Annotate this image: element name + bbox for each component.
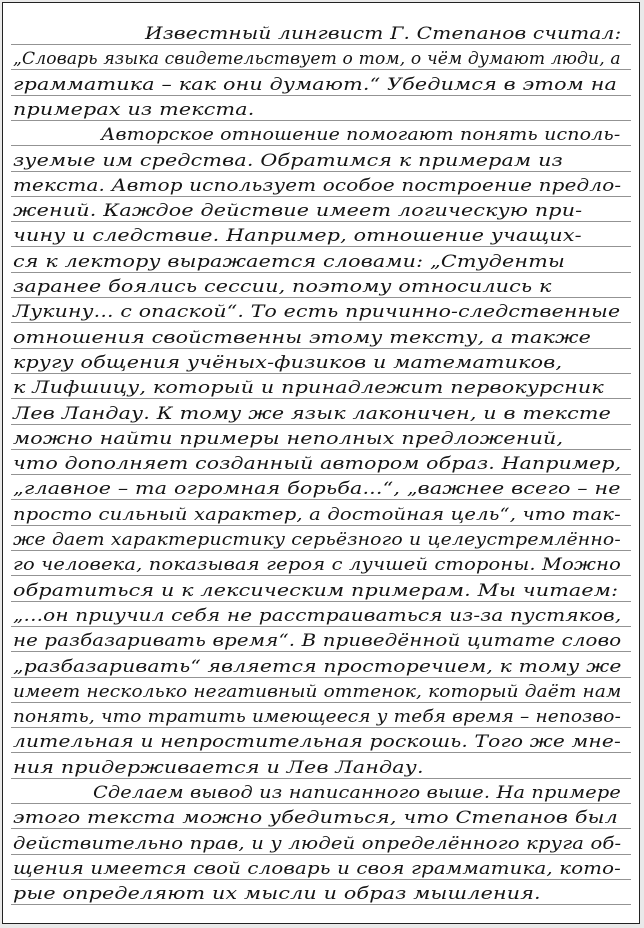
essay-line (3, 807, 639, 834)
essay-line (3, 782, 639, 809)
essay-line (3, 48, 639, 75)
essay-line (3, 403, 639, 430)
essay-line-text: ния придерживается и Лев Ландау. (13, 757, 424, 777)
essay-line (3, 833, 639, 860)
essay-line-text: что дополняет созданный автором образ. Например, (13, 454, 622, 474)
essay-line (3, 377, 639, 404)
essay-line (3, 529, 639, 556)
essay-line (3, 630, 639, 657)
essay-line-text: Авторское отношение помогают понять исполь- (101, 125, 621, 145)
essay-line (3, 124, 639, 151)
essay-line (3, 731, 639, 758)
essay-line (3, 251, 639, 278)
essay-line (3, 453, 639, 480)
essay-line-text: примерах из текста. (13, 99, 255, 119)
essay-line (3, 478, 639, 505)
essay-line (3, 605, 639, 632)
essay-line (3, 580, 639, 607)
essay-line-text: же дает характеристику серьёзного и целеустремлённо- (13, 530, 621, 549)
essay-line-text: имеет несколько негативный оттенок, который даёт нам (13, 681, 622, 701)
essay-line (3, 200, 639, 227)
essay-line (3, 504, 639, 531)
essay-line (3, 656, 639, 683)
essay-line-text: текста. Автор использует особое построение предло- (13, 175, 622, 195)
essay-line-text: лительная и непростительная роскошь. Того же мне- (13, 732, 621, 752)
essay-line (3, 706, 639, 733)
essay-line (3, 883, 639, 910)
essay-line-text: го человека, показывая героя с лучшей стороны. Можно (13, 555, 621, 575)
essay-line-text: „главное – та огромная борьба...“, „важнее всего – не (13, 479, 621, 499)
handwritten-essay-sheet (2, 2, 640, 924)
essay-line (3, 74, 639, 101)
essay-line (3, 858, 639, 885)
essay-line-text: отношения свойственны этому тексту, а также (13, 327, 592, 347)
essay-line-text: этого текста можно убедиться, что Степанов был (13, 808, 618, 828)
essay-line-text: „разбазаривать“ является просторечием, к тому же (13, 656, 622, 676)
essay-line-text: „Словарь языка свидетельствует о том, о чём думают люди, а (13, 49, 621, 69)
essay-line-text: рые определяют их мысли и образ мышления. (13, 884, 541, 904)
essay-line (3, 99, 639, 126)
essay-line-text: можно найти примеры неполных предложений, (13, 428, 564, 448)
essay-line-text: щения имеется свой словарь и своя грамматика, кото- (13, 858, 621, 878)
essay-line-text: просто сильный характер, а достойная цель“, что так- (13, 504, 621, 524)
essay-line-text: обратиться и к лексическим примерам. Мы читаем: (13, 580, 619, 600)
essay-line-text: Известный лингвист Г. Степанов считал: (145, 24, 622, 43)
essay-line (3, 554, 639, 581)
essay-line-text: действительно прав, и у людей определённого круга об- (13, 833, 622, 853)
essay-line (3, 150, 639, 177)
essay-line-text: Лукину... с опаской“. То есть причинно-следственные (13, 302, 621, 322)
essay-line (3, 428, 639, 455)
essay-line-text: кругу общения учёных-физиков и математиков, (13, 352, 563, 372)
essay-line-text: зуемые им средства. Обратимся к примерам из (13, 150, 563, 170)
essay-line-text: чину и следствие. Например, отношение учащих- (13, 226, 582, 246)
essay-line (3, 175, 639, 202)
essay-line-text: не разбазаривать время“. В приведённой цитате слово (13, 631, 622, 651)
essay-line (3, 681, 639, 708)
essay-line (3, 352, 639, 379)
essay-line-text: „...он приучил себя не расстраиваться из-за пустяков, (13, 605, 622, 625)
essay-line-text: Сделаем вывод из написанного выше. На примере (93, 783, 621, 802)
essay-line (3, 276, 639, 303)
essay-line-text: к Лифшицу, который и принадлежит первокурсник (13, 378, 604, 398)
essay-line-text: понять, что тратить имеющееся у тебя время – непозво- (13, 707, 621, 727)
essay-line-text: жений. Каждое действие имеет логическую при- (13, 201, 583, 221)
essay-line (3, 757, 639, 784)
essay-heading-line (3, 23, 639, 50)
essay-line (3, 225, 639, 252)
essay-line (3, 301, 639, 328)
essay-line-text: заранее боялись сессии, поэтому относились к (13, 277, 552, 296)
essay-line-text: ся к лектору выражается словами: „Студенты (13, 251, 565, 271)
essay-line-text: грамматика – как они думают.“ Убедимся в этом на (13, 74, 617, 94)
essay-line (3, 327, 639, 354)
essay-line-text: Лев Ландау. К тому же язык лаконичен, и в тексте (13, 403, 611, 423)
